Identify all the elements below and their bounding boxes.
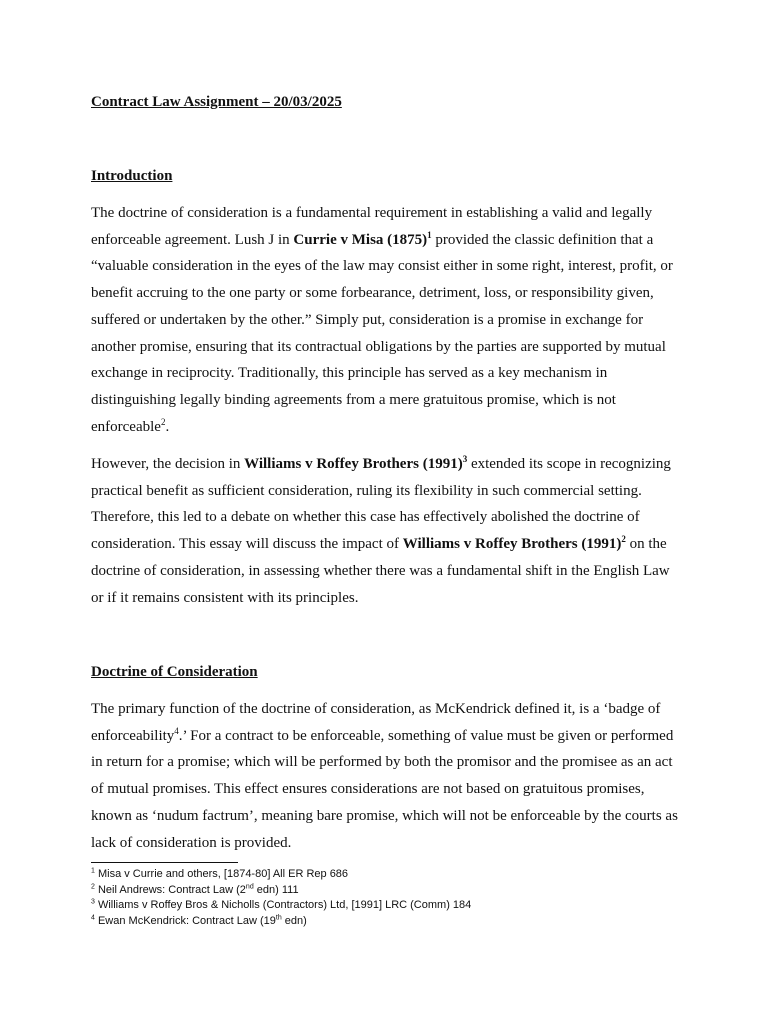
footnote-1	[91, 867, 691, 883]
footnote-separator	[91, 862, 238, 863]
case-name: Williams v Roffey Brothers (1991)	[402, 536, 622, 553]
text-run: .’ For a contract to be enforceable, something of value must be given or performed in return for a promise; which will be performed by both the promisor and the promisee as an act of mutual promises. This effect ensures considerations are not based on gratuitous promises, known as ‘nudum factrum’, meaning bare promise, which will not be enforceable by the courts as lack of consideration is provided.	[91, 727, 678, 851]
footnote-2	[91, 883, 691, 899]
footnote-text: Ewan McKendrick: Contract Law (19	[97, 914, 276, 927]
case-name: Currie v Misa (1875)	[293, 231, 428, 248]
introduction-heading: Introduction	[91, 168, 173, 184]
footnote-ordinal: nd	[245, 882, 254, 890]
footnote-text: edn)	[281, 914, 307, 927]
footnote-ordinal: th	[275, 913, 282, 921]
footnote-number: 1	[91, 867, 95, 875]
footnote-text: Williams v Roffey Bros & Nicholls (Contractors) Ltd, [1991] LRC (Comm) 184	[97, 899, 472, 911]
doctrine-paragraph-1	[91, 696, 681, 856]
text-run: on the doctrine of consideration, in assessing whether there was a fundamental shift in the English Law or if it remains consistent with its principles.	[91, 536, 670, 606]
footnote-reference: 4	[174, 725, 179, 736]
footnote-text: Misa v Currie and others, [1874-80] All ER Rep 686	[97, 868, 349, 880]
text-run: However, the decision in	[91, 456, 245, 472]
footnote-text: Neil Andrews: Contract Law (2	[97, 883, 246, 896]
footnote-number: 2	[91, 882, 95, 890]
text-run: .	[165, 418, 170, 435]
footnote-text: edn) 111	[253, 883, 299, 896]
footnote-3	[91, 898, 691, 914]
doctrine-heading: Doctrine of Consideration	[91, 664, 258, 680]
case-name: Williams v Roffey Brothers (1991)	[244, 456, 463, 472]
document-title: Contract Law Assignment – 20/03/2025	[91, 94, 342, 110]
footnote-reference: 1	[427, 229, 432, 240]
text-run: The primary function of the doctrine of consideration, as McKendrick defined it, is a ‘badge of enforceability	[91, 701, 661, 744]
footnote-reference: 2	[160, 416, 166, 427]
footnote-number: 3	[91, 898, 95, 906]
text-run: The doctrine of consideration is a fundamental requirement in establishing a valid and legally enforceable agreement. Lush J in	[91, 205, 653, 248]
text-run: provided the classic definition that a “valuable consideration in the eyes of the law may consist either in some right, interest, profit, or benefit accruing to the one party or some forbearance, detriment, loss, or responsibility given, suffered or undertaken by the other.” Simply put, consideration is a promise in exchange for another promise, ensuring that its contractual obligations by the parties are supported by mutual exchange in reciprocity. Traditionally, this principle has served as a key mechanism in distinguishing legally binding agreements from a mere gratuitous promise, which is not enforceable	[91, 231, 673, 435]
footnote-reference: 3	[462, 454, 468, 464]
footnotes	[91, 867, 691, 929]
footnote-reference: 2	[621, 534, 626, 545]
introduction-paragraph-2	[91, 451, 681, 611]
introduction-paragraph-1	[91, 200, 681, 440]
footnote-number: 4	[91, 913, 95, 921]
text-run: extended its scope in recognizing practical benefit as sufficient consideration, ruling its flexibility in such commercial setting. Therefore, this led to a debate on whether this case has effectively abolished the doctrine of consideration. This essay will discuss the impact of	[91, 456, 671, 553]
footnote-4	[91, 914, 691, 930]
